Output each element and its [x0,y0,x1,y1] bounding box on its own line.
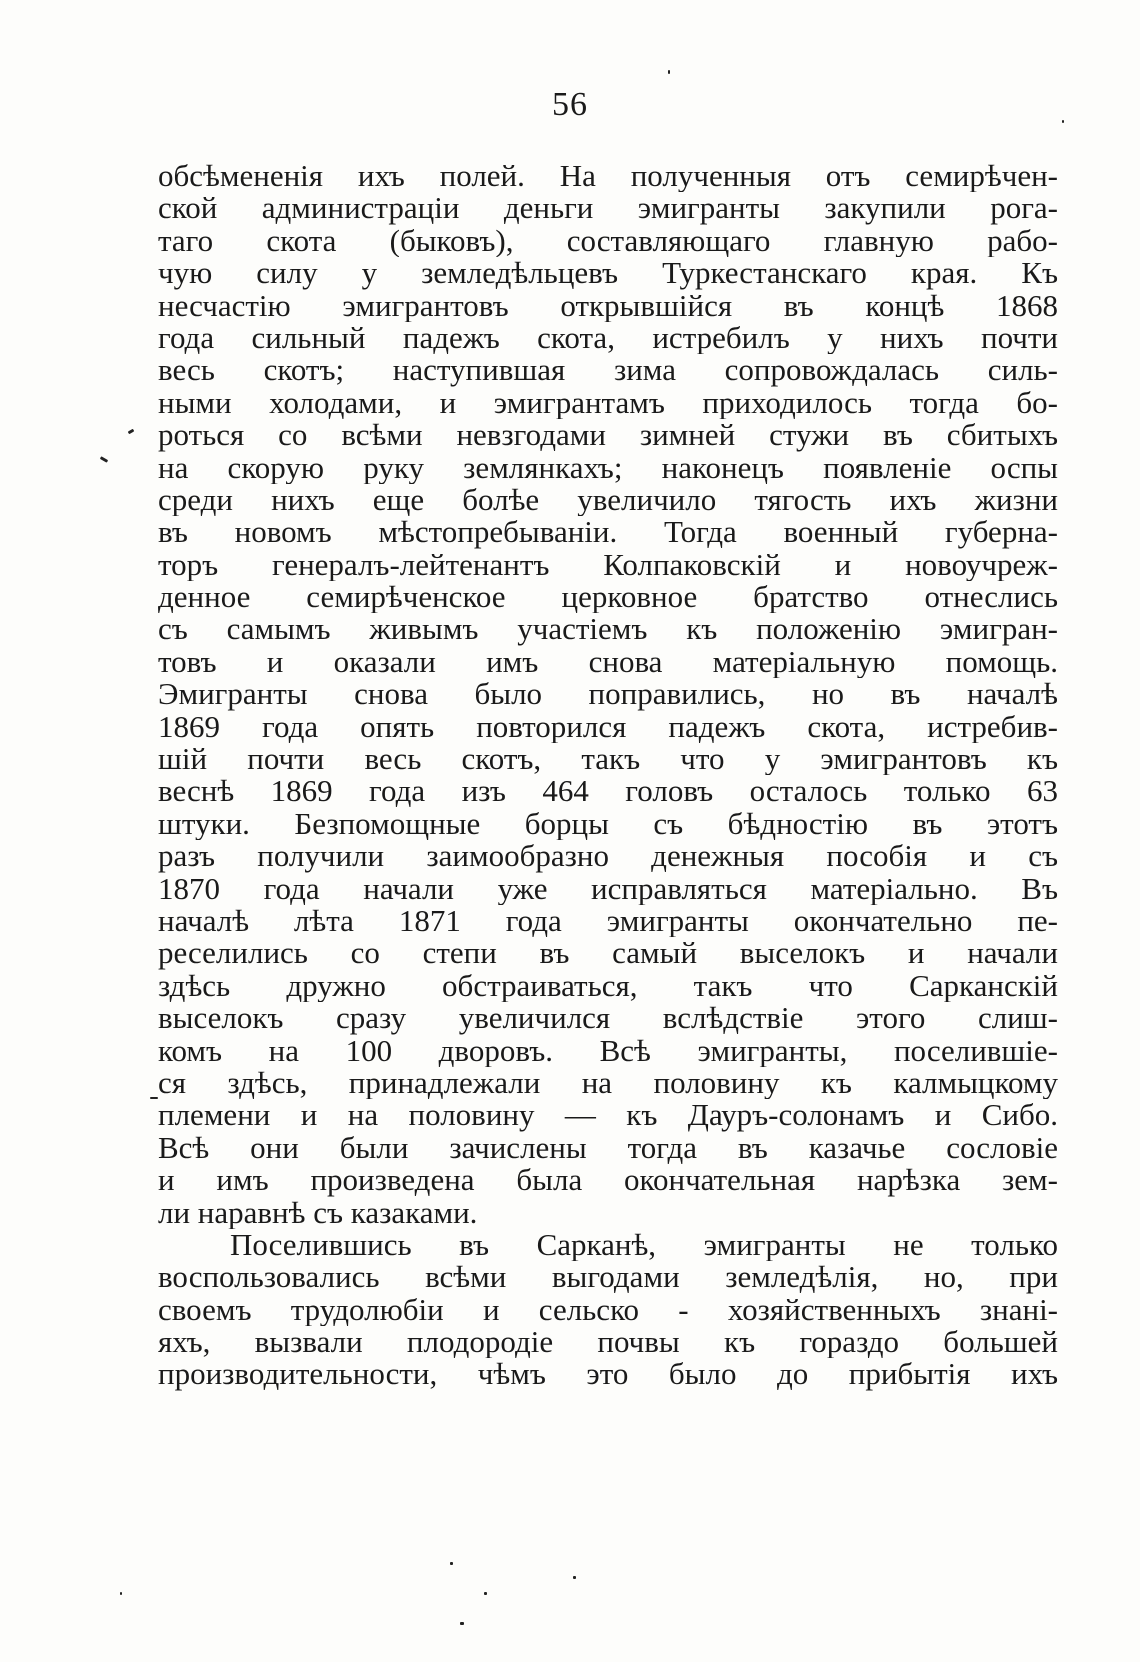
scan-speck [668,70,670,74]
scan-speck [460,1622,464,1625]
text-line: ли наравнѣ съ казаками. [158,1196,478,1229]
text-line: 1870 года начали уже исправляться матеріально. Въ [158,872,1058,905]
text-line: денное семирѣченское церковное братство отнеслись [158,581,1058,614]
text-line: племени и на половину — къ Дауръ-солонамъ и Сибо. [158,1099,1058,1132]
text-line: ской администраціи деньги эмигранты закупили рога- [158,192,1058,225]
text-line: на скорую руку землянкахъ; наконецъ появленіе оспы [158,451,1058,484]
body-text [158,160,1058,1391]
text-line: реселились со степи въ самый выселокъ и начали [158,937,1058,970]
text-line: здѣсь дружно обстраиваться, такъ что Сарканскій [158,969,1058,1003]
scan-speck [1062,120,1064,123]
page-number: 56 [552,86,588,123]
text-line: весь скотъ; наступившая зима сопровождалась силь- [158,354,1058,387]
text-line: Всѣ они были зачислены тогда въ казачье сословіе [158,1131,1058,1165]
text-line: производительности, чѣмъ это было до прибытія ихъ [158,1358,1058,1391]
scan-speck [128,429,135,435]
text-line: яхъ, вызвали плодородіе почвы къ гораздо большей [158,1326,1058,1359]
text-line: разъ получили заимообразно денежныя пособія и съ [158,840,1058,873]
text-line: Эмигранты снова было поправились, но въ началѣ [158,678,1058,711]
scan-speck [484,1592,487,1595]
text-line: торъ генералъ-лейтенантъ Колпаковскій и новоучреж- [158,548,1058,582]
text-line: обсѣмененія ихъ полей. На полученныя отъ семирѣчен- [158,160,1058,193]
text-line: ся здѣсь, принадлежали на половину къ калмыцкому [158,1066,1058,1100]
text-line: шій почти весь скотъ, такъ что у эмигрантовъ къ [158,743,1058,776]
text-line: выселокъ сразу увеличился вслѣдствіе этого слиш- [158,1002,1058,1035]
text-line: несчастію эмигрантовъ открывшійся въ концѣ 1868 [158,289,1058,322]
text-line: чую силу у земледѣльцевъ Туркестанскаго края. Къ [158,257,1058,290]
scan-speck [120,1592,122,1595]
text-line: штуки. Безпомощные борцы съ бѣдностію въ этотъ [158,807,1058,841]
text-line: и имъ произведена была окончательная нарѣзка зем- [158,1164,1058,1197]
text-line: въ новомъ мѣстопребываніи. Тогда военный губерна- [158,516,1058,549]
text-line: воспользовались всѣми выгодами земледѣлія, но, при [158,1261,1058,1294]
text-line: среди нихъ еще болѣе увеличило тягость ихъ жизни [158,483,1058,517]
scan-speck [450,1562,453,1565]
text-line: таго скота (быковъ), составляющаго главную рабо- [158,224,1058,258]
text-line: своемъ трудолюбіи и сельско - хозяйственныхъ знані- [158,1293,1058,1327]
text-line: роться со всѣми невзгодами зимней стужи въ сбитыхъ [158,419,1058,452]
paragraph-first-line: Поселившись въ Сарканѣ, эмигранты не только [230,1228,1058,1262]
text-line: года сильный падежъ скота, истребилъ у нихъ почти [158,321,1058,355]
text-line: комъ на 100 дворовъ. Всѣ эмигранты, поселившіе- [158,1034,1058,1067]
scan-speck [573,1576,576,1579]
scan-speck [150,1097,158,1099]
text-line: веснѣ 1869 года изъ 464 головъ осталось только 63 [158,775,1058,808]
text-line: началѣ лѣта 1871 года эмигранты окончательно пе- [158,904,1058,938]
text-line: ными холодами, и эмигрантамъ приходилось тогда бо- [158,386,1058,420]
scan-speck [100,456,108,463]
text-line: 1869 года опять повторился падежъ скота, истребив- [158,710,1058,744]
text-line: товъ и оказали имъ снова матеріальную помощь. [158,645,1058,679]
text-line: съ самымъ живымъ участіемъ къ положенію эмигран- [158,613,1058,646]
